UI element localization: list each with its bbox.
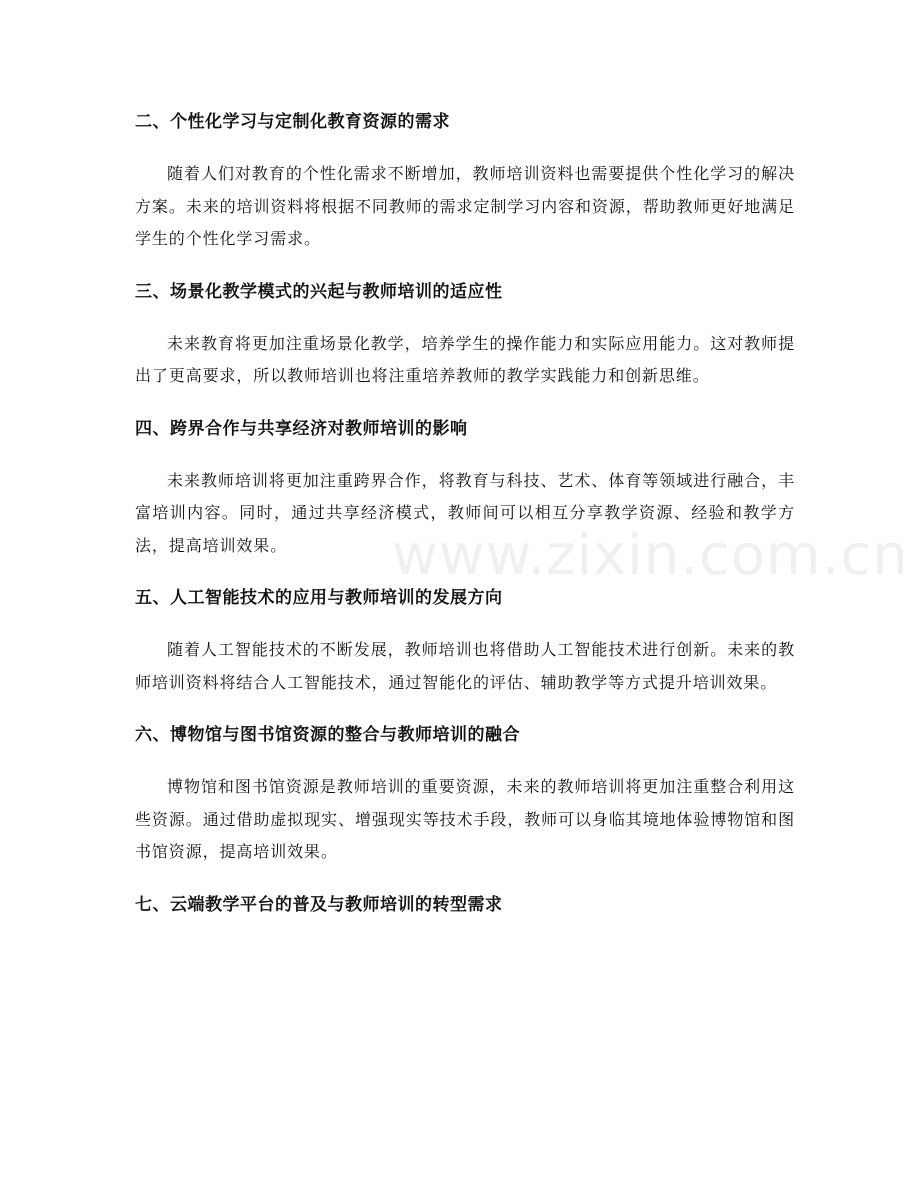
section-body-2: 随着人们对教育的个性化需求不断增加，教师培训资料也需要提供个性化学习的解决方案。未来的培训资料将根据不同教师的需求定制学习内容和资源，帮助教师更好地满足学生的个性化学习需求。: [135, 164, 795, 248]
section-heading-4: 四、跨界合作与共享经济对教师培训的影响: [135, 418, 468, 439]
section-heading-3: 三、场景化教学模式的兴起与教师培训的适应性: [135, 281, 503, 302]
section-body-5: 随着人工智能技术的不断发展，教师培训也将借助人工智能技术进行创新。未来的教师培训资料将结合人工智能技术，通过智能化的评估、辅助教学等方式提升培训效果。: [135, 640, 795, 692]
section-body-4: 未来教师培训将更加注重跨界合作，将教育与科技、艺术、体育等领域进行融合，丰富培训内容。同时，通过共享经济模式，教师间可以相互分享教学资源、经验和教学方法，提高培训效果。: [135, 470, 795, 555]
section-body-3: 未来教育将更加注重场景化教学，培养学生的操作能力和实际应用能力。这对教师提出了更高要求，所以教师培训也将注重培养教师的教学实践能力和创新思维。: [135, 333, 795, 385]
watermark: www.zixin.com.cn: [392, 523, 909, 588]
section-heading-6: 六、博物馆与图书馆资源的整合与教师培训的融合: [135, 725, 520, 745]
section-body-6: 博物馆和图书馆资源是教师培训的重要资源，未来的教师培训将更加注重整合利用这些资源。通过借助虚拟现实、增强现实等技术手段，教师可以身临其境地体验博物馆和图书馆资源，提高培训效果。: [135, 777, 795, 861]
section-heading-7: 七、云端教学平台的普及与教师培训的转型需求: [135, 894, 503, 915]
section-heading-2: 二、个性化学习与定制化教育资源的需求: [135, 112, 450, 132]
section-heading-5: 五、人工智能技术的应用与教师培训的发展方向: [135, 588, 503, 608]
